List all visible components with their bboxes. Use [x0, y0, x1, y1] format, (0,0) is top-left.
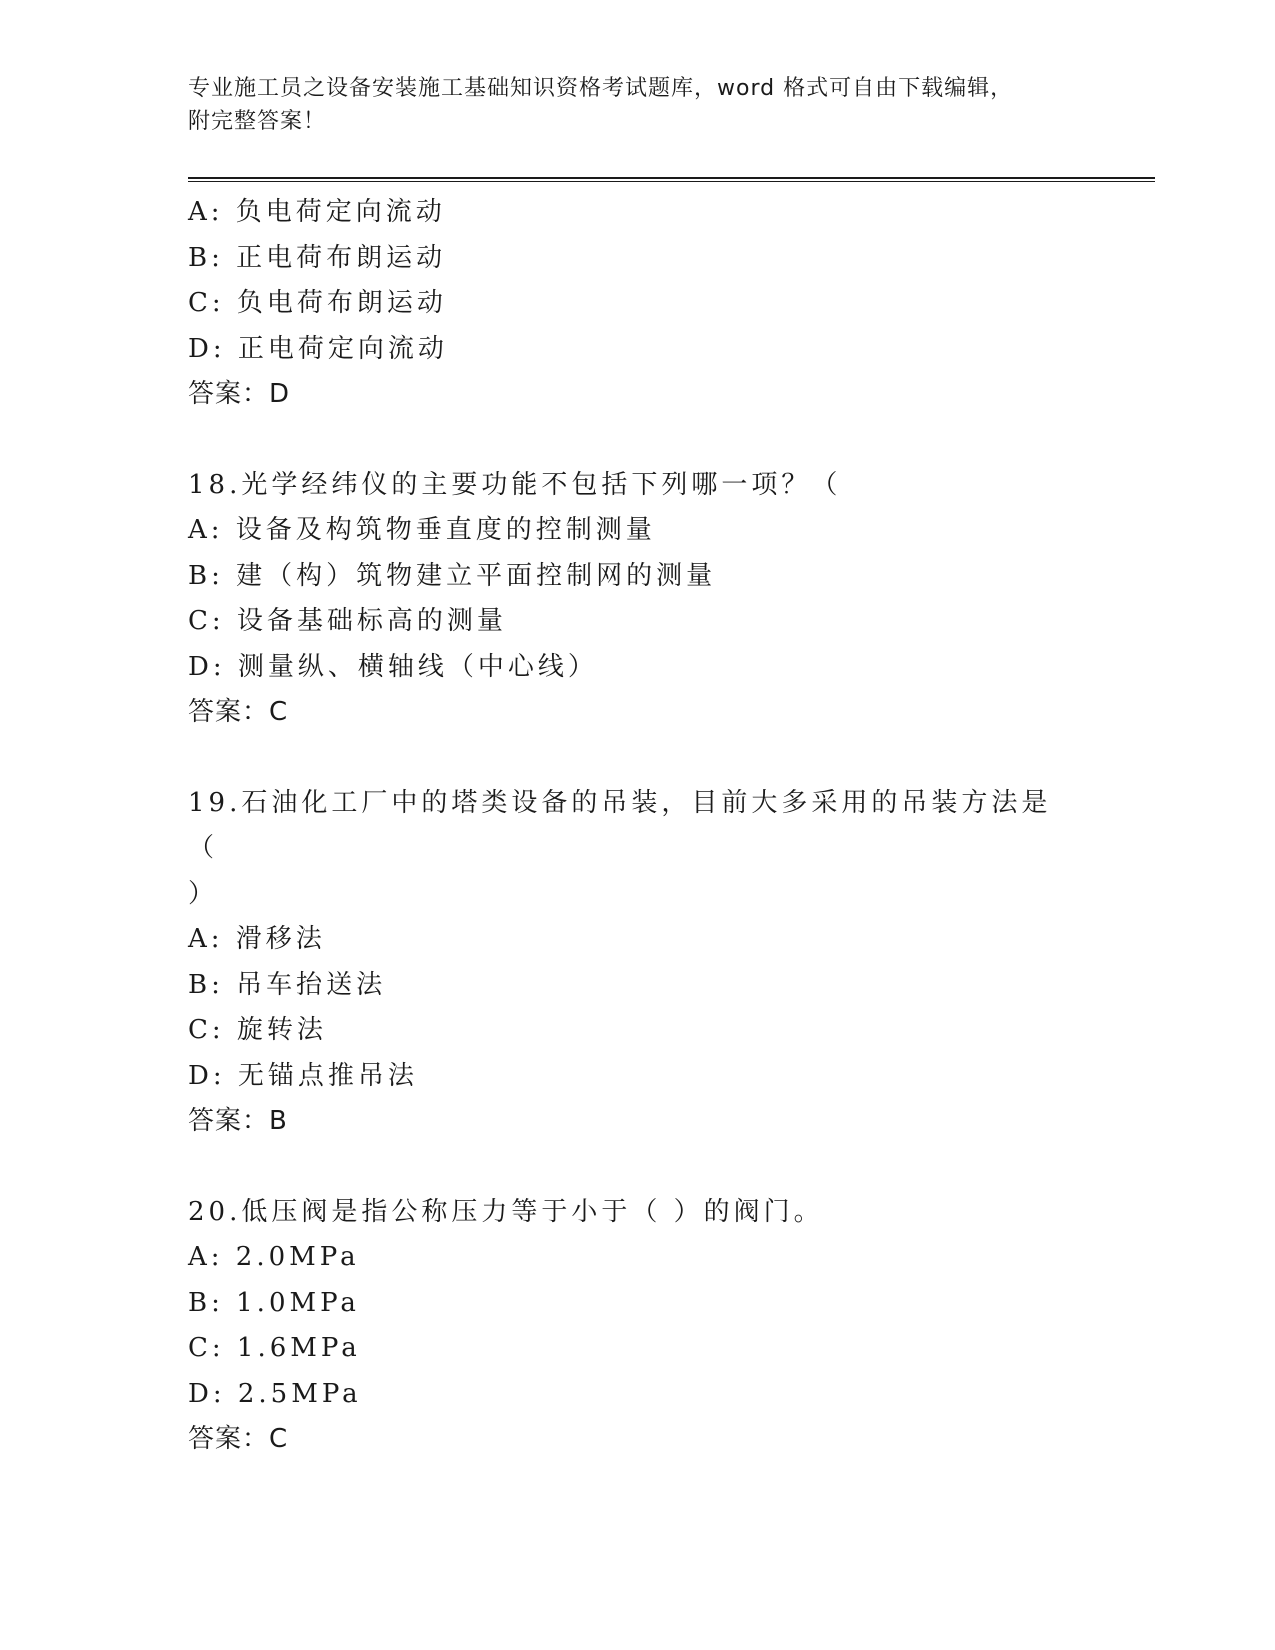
option-a: A: 负电荷定向流动 [188, 197, 446, 227]
question-text-line-1: 19.石油化工厂中的塔类设备的吊装，目前大多采用的吊装方法是（ [188, 787, 1052, 863]
option-d: D: 测量纵、横轴线（中心线） [188, 651, 598, 682]
spacer [188, 1145, 1088, 1190]
spacer [188, 736, 1088, 781]
question-block-18 [188, 463, 1088, 736]
option-b: B: 1.0MPa [188, 1287, 360, 1318]
spacer [188, 418, 1088, 463]
question-text: 18.光学经纬仪的主要功能不包括下列哪一项？（ [188, 469, 842, 500]
question-block-19 [188, 781, 1088, 1145]
option-d: D: 2.5MPa [188, 1378, 362, 1409]
question-text-line-2: ） [188, 878, 219, 909]
question-text: 20.低压阀是指公称压力等于小于（ ）的阀门。 [188, 1196, 824, 1227]
option-c: C: 负电荷布朗运动 [188, 288, 447, 318]
answer-line: 答案：C [188, 697, 289, 727]
option-d: D: 无锚点推吊法 [188, 1060, 418, 1091]
option-b: B: 建（构）筑物建立平面控制网的测量 [188, 560, 717, 591]
answer-line: 答案：D [188, 379, 291, 409]
option-c: C: 旋转法 [188, 1015, 327, 1045]
document-header [188, 72, 1088, 138]
question-block-20 [188, 1190, 1088, 1463]
answer-line: 答案：C [188, 1424, 289, 1454]
option-a: A: 设备及构筑物垂直度的控制测量 [188, 515, 656, 545]
option-c: C: 设备基础标高的测量 [188, 606, 507, 636]
option-a: A: 滑移法 [188, 924, 326, 954]
header-title-line-2: 附完整答案！ [188, 109, 327, 134]
option-d: D: 正电荷定向流动 [188, 333, 448, 364]
option-b: B: 正电荷布朗运动 [188, 242, 447, 273]
answer-line: 答案：B [188, 1106, 288, 1136]
option-c: C: 1.6MPa [188, 1333, 361, 1363]
header-title-line-1: 专业施工员之设备安装施工基础知识资格考试题库，word 格式可自由下载编辑， [188, 76, 1014, 101]
header-divider [188, 177, 1155, 182]
option-a: A: 2.0MPa [188, 1242, 360, 1272]
question-block-17 [188, 190, 1088, 418]
question-list [188, 190, 1088, 1463]
option-b: B: 吊车抬送法 [188, 969, 387, 1000]
